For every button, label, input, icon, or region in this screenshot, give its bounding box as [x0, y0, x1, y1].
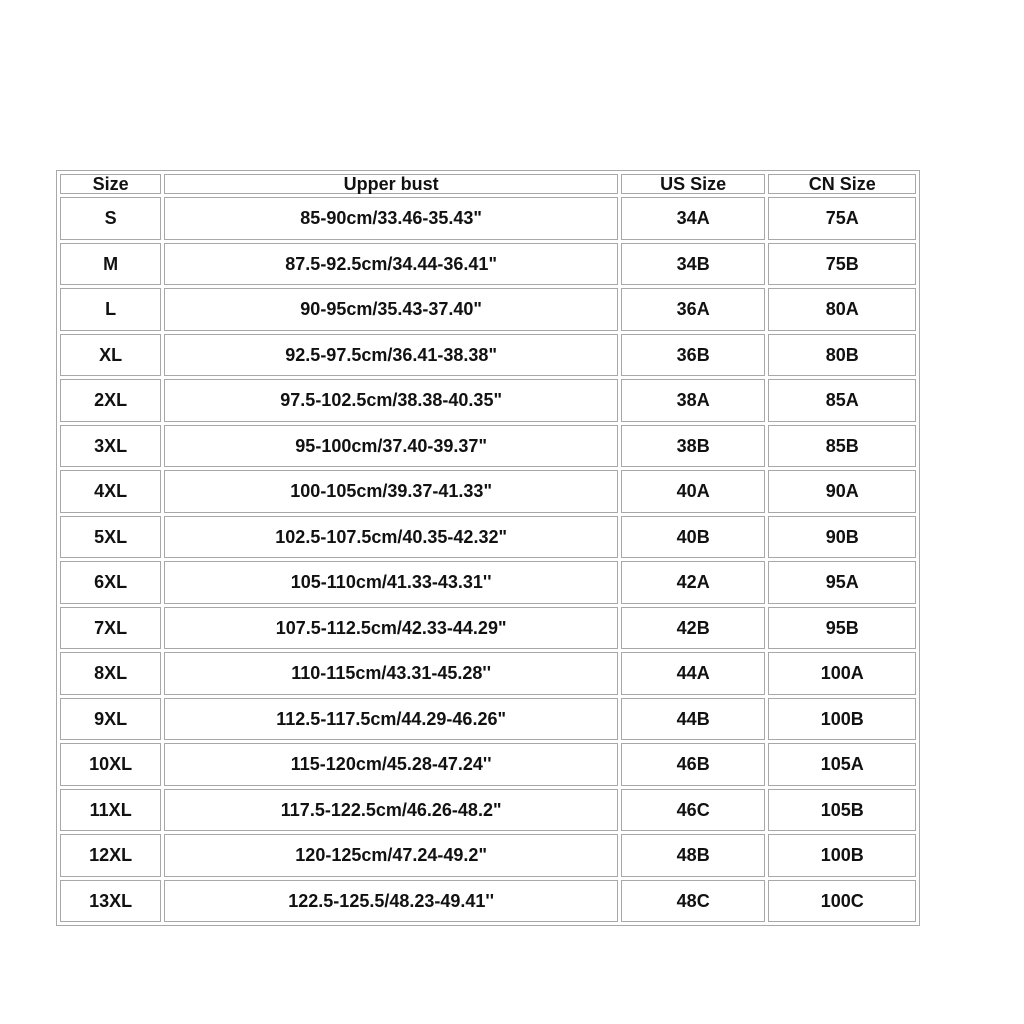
table-row — [60, 334, 916, 377]
table-row — [60, 197, 916, 240]
cell-cn-size: 95B — [768, 607, 916, 650]
cell-upper-bust: 100-105cm/39.37-41.33" — [164, 470, 618, 513]
cell-size: 12XL — [60, 834, 161, 877]
cell-upper-bust: 105-110cm/41.33-43.31'' — [164, 561, 618, 604]
cell-us-size: 48C — [621, 880, 766, 923]
table-row — [60, 607, 916, 650]
cell-cn-size: 100C — [768, 880, 916, 923]
table-row — [60, 743, 916, 786]
table-row — [60, 470, 916, 513]
cell-us-size: 42A — [621, 561, 766, 604]
cell-cn-size: 100A — [768, 652, 916, 695]
cell-size: 2XL — [60, 379, 161, 422]
cell-upper-bust: 85-90cm/33.46-35.43" — [164, 197, 618, 240]
cell-cn-size: 80B — [768, 334, 916, 377]
cell-cn-size: 105B — [768, 789, 916, 832]
cell-cn-size: 75B — [768, 243, 916, 286]
cell-us-size: 42B — [621, 607, 766, 650]
table-row — [60, 561, 916, 604]
cell-cn-size: 95A — [768, 561, 916, 604]
cell-size: 8XL — [60, 652, 161, 695]
cell-cn-size: 105A — [768, 743, 916, 786]
table-row — [60, 834, 916, 877]
cell-upper-bust: 120-125cm/47.24-49.2" — [164, 834, 618, 877]
cell-us-size: 44B — [621, 698, 766, 741]
cell-upper-bust: 87.5-92.5cm/34.44-36.41" — [164, 243, 618, 286]
cell-size: 10XL — [60, 743, 161, 786]
cell-upper-bust: 107.5-112.5cm/42.33-44.29" — [164, 607, 618, 650]
cell-us-size: 46C — [621, 789, 766, 832]
cell-upper-bust: 102.5-107.5cm/40.35-42.32" — [164, 516, 618, 559]
cell-cn-size: 85A — [768, 379, 916, 422]
cell-size: 9XL — [60, 698, 161, 741]
cell-us-size: 36A — [621, 288, 766, 331]
header-size: Size — [60, 174, 161, 194]
size-chart — [56, 170, 920, 926]
cell-upper-bust: 110-115cm/43.31-45.28'' — [164, 652, 618, 695]
cell-upper-bust: 122.5-125.5/48.23-49.41'' — [164, 880, 618, 923]
cell-cn-size: 100B — [768, 834, 916, 877]
table-row — [60, 425, 916, 468]
cell-upper-bust: 95-100cm/37.40-39.37" — [164, 425, 618, 468]
cell-us-size: 38B — [621, 425, 766, 468]
cell-upper-bust: 92.5-97.5cm/36.41-38.38" — [164, 334, 618, 377]
table-row — [60, 652, 916, 695]
cell-upper-bust: 117.5-122.5cm/46.26-48.2" — [164, 789, 618, 832]
cell-size: 13XL — [60, 880, 161, 923]
cell-cn-size: 80A — [768, 288, 916, 331]
cell-us-size: 40B — [621, 516, 766, 559]
table-row — [60, 379, 916, 422]
cell-us-size: 34B — [621, 243, 766, 286]
cell-upper-bust: 97.5-102.5cm/38.38-40.35" — [164, 379, 618, 422]
table-row — [60, 789, 916, 832]
cell-us-size: 46B — [621, 743, 766, 786]
cell-upper-bust: 115-120cm/45.28-47.24'' — [164, 743, 618, 786]
header-upper-bust: Upper bust — [164, 174, 618, 194]
cell-size: 7XL — [60, 607, 161, 650]
cell-upper-bust: 112.5-117.5cm/44.29-46.26" — [164, 698, 618, 741]
cell-size: 4XL — [60, 470, 161, 513]
cell-cn-size: 75A — [768, 197, 916, 240]
cell-upper-bust: 90-95cm/35.43-37.40" — [164, 288, 618, 331]
cell-cn-size: 90A — [768, 470, 916, 513]
header-row — [60, 174, 916, 194]
size-table — [57, 171, 919, 925]
table-row — [60, 880, 916, 923]
cell-size: 5XL — [60, 516, 161, 559]
cell-size: 6XL — [60, 561, 161, 604]
cell-size: 11XL — [60, 789, 161, 832]
table-row — [60, 243, 916, 286]
cell-cn-size: 90B — [768, 516, 916, 559]
cell-us-size: 34A — [621, 197, 766, 240]
cell-us-size: 48B — [621, 834, 766, 877]
table-row — [60, 698, 916, 741]
cell-us-size: 40A — [621, 470, 766, 513]
table-row — [60, 516, 916, 559]
cell-us-size: 44A — [621, 652, 766, 695]
cell-size: XL — [60, 334, 161, 377]
cell-size: 3XL — [60, 425, 161, 468]
header-us-size: US Size — [621, 174, 766, 194]
cell-cn-size: 100B — [768, 698, 916, 741]
header-cn-size: CN Size — [768, 174, 916, 194]
cell-size: M — [60, 243, 161, 286]
cell-us-size: 38A — [621, 379, 766, 422]
cell-cn-size: 85B — [768, 425, 916, 468]
cell-size: S — [60, 197, 161, 240]
table-row — [60, 288, 916, 331]
cell-us-size: 36B — [621, 334, 766, 377]
cell-size: L — [60, 288, 161, 331]
